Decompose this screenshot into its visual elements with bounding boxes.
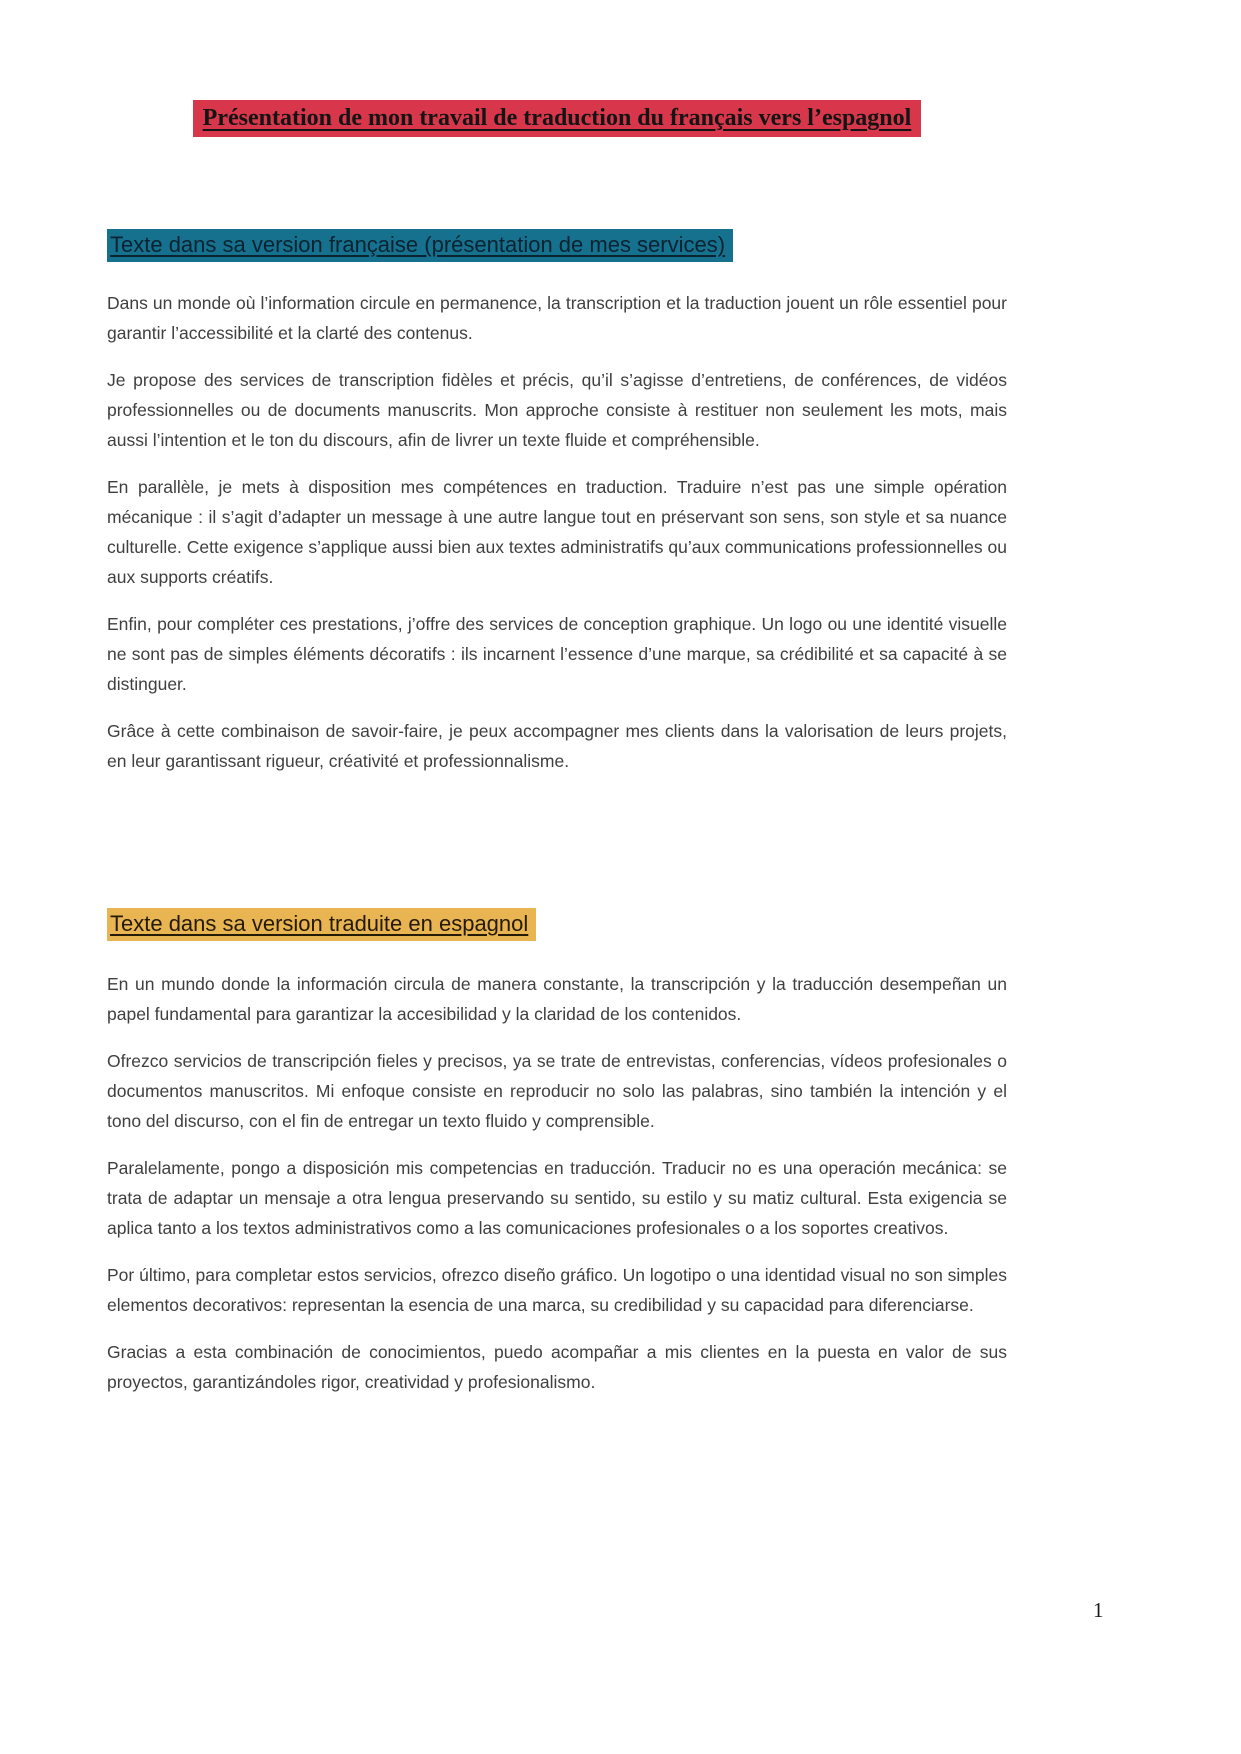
spanish-section-heading: Texte dans sa version traduite en espagnol xyxy=(107,908,536,941)
spanish-paragraph-2: Ofrezco servicios de transcripción fieles y precisos, ya se trate de entrevistas, conferencias, vídeos profesionales o documentos manuscritos. Mi enfoque consiste en reproducir no solo las palabras, sino también la intención y el tono del discurso, con el fin de entregar un texto fluido y comprensible. xyxy=(107,1051,1007,1131)
spanish-paragraph-5: Gracias a esta combinación de conocimientos, puedo acompañar a mis clientes en la puesta en valor de sus proyectos, garantizándoles rigor, creatividad y profesionalismo. xyxy=(107,1342,1007,1392)
spanish-paragraph-1: En un mundo donde la información circula de manera constante, la transcripción y la traducción desempeñan un papel fundamental para garantizar la accesibilidad y la claridad de los contenidos. xyxy=(107,974,1007,1024)
french-paragraph-3: En parallèle, je mets à disposition mes compétences en traduction. Traduire n’est pas une simple opération mécanique : il s’agit d’adapter un message à une autre langue tout en préservant son sens, son style et sa nuance culturelle. Cette exigence s’applique aussi bien aux textes administratifs qu’aux communications professionnelles ou aux supports créatifs. xyxy=(107,477,1007,587)
section-french xyxy=(107,229,1007,776)
french-paragraph-4: Enfin, pour compléter ces prestations, j’offre des services de conception graphique. Un logo ou une identité visuelle ne sont pas de simples éléments décoratifs : ils incarnent l’essence d’une marque, sa crédibilité et sa capacité à se distinguer. xyxy=(107,614,1007,694)
french-paragraph-1: Dans un monde où l’information circule en permanence, la transcription et la traduction jouent un rôle essentiel pour garantir l’accessibilité et la clarté des contenus. xyxy=(107,293,1007,343)
page-number: 1 xyxy=(1093,1598,1104,1622)
title-row xyxy=(107,100,1007,137)
section-spanish xyxy=(107,793,1007,1397)
french-paragraph-5: Grâce à cette combinaison de savoir-faire, je peux accompagner mes clients dans la valorisation de leurs projets, en leur garantissant rigueur, créativité et professionnalisme. xyxy=(107,721,1007,771)
french-section-heading: Texte dans sa version française (présentation de mes services) xyxy=(107,229,733,262)
page-content xyxy=(107,0,1007,1414)
french-paragraph-2: Je propose des services de transcription fidèles et précis, qu’il s’agisse d’entretiens, de conférences, de vidéos professionnelles ou de documents manuscrits. Mon approche consiste à restituer non seulement les mots, mais aussi l’intention et le ton du discours, afin de livrer un texte fluide et compréhensible. xyxy=(107,370,1007,450)
spanish-paragraph-3: Paralelamente, pongo a disposición mis competencias en traducción. Traducir no es una operación mecánica: se trata de adaptar un mensaje a otra lengua preservando su sentido, su estilo y su matiz cultural. Esta exigencia se aplica tanto a los textos administrativos como a las comunicaciones profesionales o a los soportes creativos. xyxy=(107,1158,1007,1238)
page-title: Présentation de mon travail de traduction du français vers l’espagnol xyxy=(193,100,922,137)
spanish-paragraph-4: Por último, para completar estos servicios, ofrezco diseño gráfico. Un logotipo o una identidad visual no son simples elementos decorativos: representan la esencia de una marca, su credibilidad y su capacidad para diferenciarse. xyxy=(107,1265,1007,1315)
